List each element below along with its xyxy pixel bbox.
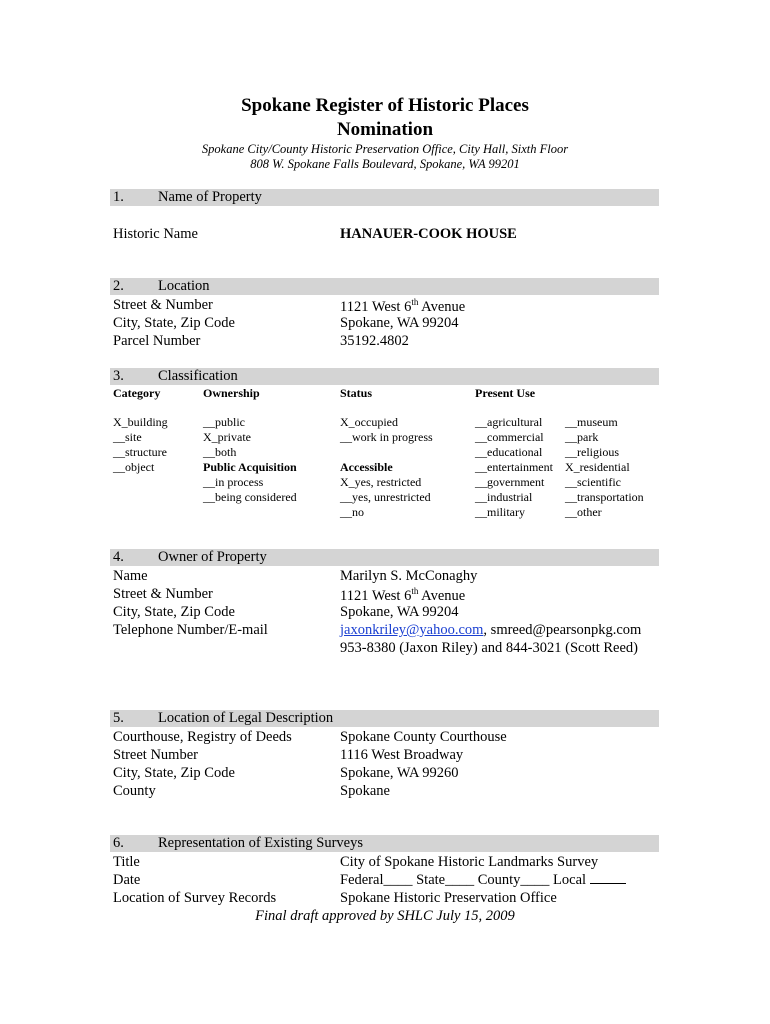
use-item: __educational: [475, 445, 543, 459]
ownership-item: __public: [203, 415, 245, 429]
section-4-title: Owner of Property: [158, 549, 267, 565]
status-header: Status: [340, 386, 373, 400]
county-label: County: [113, 783, 156, 799]
accessible-item: __yes, unrestricted: [340, 490, 431, 504]
owner-city-label: City, State, Zip Code: [113, 604, 235, 620]
use-item: __entertainment: [475, 460, 553, 474]
owner-email-value: jaxonkriley@yahoo.com, smreed@pearsonpkg.com: [340, 622, 642, 638]
section-3-number: 3.: [113, 368, 124, 384]
section-6-title: Representation of Existing Surveys: [158, 835, 363, 851]
location-city-value: Spokane, WA 99204: [340, 315, 459, 331]
accessible-label: Accessible: [340, 460, 393, 474]
use-item: __other: [565, 505, 602, 519]
local-blank-line: [590, 882, 626, 884]
survey-records-label: Location of Survey Records: [113, 890, 277, 906]
office-line: Spokane City/County Historic Preservation Office, City Hall, Sixth Floor: [201, 142, 569, 156]
public-acquisition-label: Public Acquisition: [203, 460, 297, 474]
survey-title-label: Title: [113, 854, 140, 870]
present-use-header: Present Use: [475, 386, 536, 400]
owner-telephone-label: Telephone Number/E-mail: [113, 622, 268, 638]
legal-street-label: Street Number: [113, 747, 198, 763]
ownership-item: X_private: [203, 430, 251, 444]
use-item: __museum: [565, 415, 618, 429]
ownership-item: __both: [203, 445, 237, 459]
use-item: __government: [475, 475, 545, 489]
legal-city-label: City, State, Zip Code: [113, 765, 235, 781]
section-1-number: 1.: [113, 189, 124, 205]
owner-phones-value: 953-8380 (Jaxon Riley) and 844-3021 (Scott Reed): [340, 640, 639, 656]
owner-city-value: Spokane, WA 99204: [340, 604, 459, 620]
historic-name-label: Historic Name: [113, 226, 198, 242]
use-item: __industrial: [475, 490, 533, 504]
address-line: 808 W. Spokane Falls Boulevard, Spokane, WA 99201: [250, 157, 520, 171]
category-header: Category: [113, 386, 161, 400]
survey-date-value: Federal____ State____ County____ Local: [340, 872, 626, 889]
courthouse-label: Courthouse, Registry of Deeds: [113, 729, 292, 745]
use-item: __scientific: [565, 475, 621, 489]
accessible-item: __no: [340, 505, 364, 519]
legal-street-value: 1116 West Broadway: [340, 747, 464, 763]
survey-date-label: Date: [113, 872, 141, 888]
location-city-label: City, State, Zip Code: [113, 315, 235, 331]
page-title: Spokane Register of Historic Places: [241, 95, 529, 116]
use-item: __religious: [565, 445, 619, 459]
section-6-number: 6.: [113, 835, 124, 851]
use-item: X_residential: [565, 460, 630, 474]
use-item: __transportation: [565, 490, 644, 504]
historic-name-value: HANAUER-COOK HOUSE: [340, 226, 517, 242]
courthouse-value: Spokane County Courthouse: [340, 729, 507, 745]
section-5-title: Location of Legal Description: [158, 710, 334, 726]
category-item: X_building: [113, 415, 168, 429]
use-item: __commercial: [475, 430, 544, 444]
email-link[interactable]: jaxonkriley@yahoo.com: [340, 622, 484, 638]
acquisition-item: __in process: [203, 475, 264, 489]
use-item: __park: [565, 430, 599, 444]
parcel-label: Parcel Number: [113, 333, 201, 349]
footer-note: Final draft approved by SHLC July 15, 2009: [255, 908, 515, 924]
location-street-label: Street & Number: [113, 297, 213, 313]
category-item: __site: [113, 430, 142, 444]
survey-records-value: Spokane Historic Preservation Office: [340, 890, 557, 906]
section-3-title: Classification: [158, 368, 238, 384]
survey-title-value: City of Spokane Historic Landmarks Survey: [340, 854, 599, 870]
location-street-value: 1121 West 6th Avenue: [340, 297, 466, 315]
section-2-title: Location: [158, 278, 210, 294]
owner-name-label: Name: [113, 568, 148, 584]
category-item: __structure: [113, 445, 167, 459]
acquisition-item: __being considered: [203, 490, 297, 504]
use-item: __agricultural: [475, 415, 543, 429]
county-value: Spokane: [340, 783, 390, 799]
parcel-value: 35192.4802: [340, 333, 409, 349]
section-1-title: Name of Property: [158, 189, 262, 205]
section-5-number: 5.: [113, 710, 124, 726]
legal-city-value: Spokane, WA 99260: [340, 765, 459, 781]
category-item: __object: [113, 460, 155, 474]
owner-street-label: Street & Number: [113, 586, 213, 602]
ownership-header: Ownership: [203, 386, 260, 400]
accessible-item: X_yes, restricted: [340, 475, 422, 489]
use-item: __military: [475, 505, 525, 519]
status-item: X_occupied: [340, 415, 398, 429]
page-subtitle: Nomination: [336, 119, 434, 140]
section-2-number: 2.: [113, 278, 124, 294]
owner-name-value: Marilyn S. McConaghy: [340, 568, 478, 584]
owner-street-value: 1121 West 6th Avenue: [340, 586, 466, 604]
section-4-number: 4.: [113, 549, 124, 565]
status-item: __work in progress: [340, 430, 433, 444]
